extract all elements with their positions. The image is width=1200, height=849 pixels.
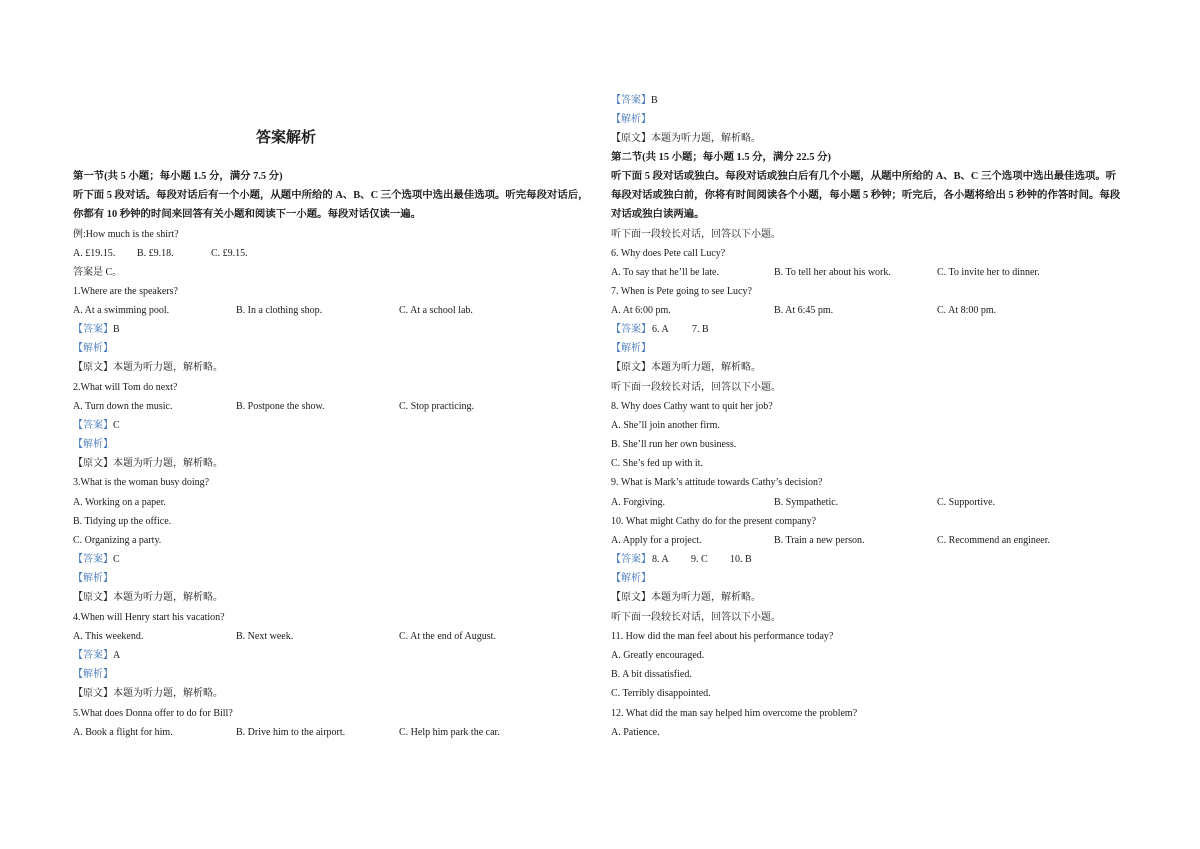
answer-value: B xyxy=(113,324,120,335)
q6-option-b: B. To tell her about his work. xyxy=(774,267,891,278)
question-1-options xyxy=(73,304,593,317)
section-1-heading: 第一节(共 5 小题；每小题 1.5 分，满分 7.5 分) xyxy=(73,171,283,182)
q1-option-a: A. At a swimming pool. xyxy=(73,305,170,316)
q7-option-c: C. At 8:00 pm. xyxy=(937,305,997,316)
question-4: 4.When will Henry start his vacation? xyxy=(73,612,225,623)
q8-option-a: A. She’ll join another firm. xyxy=(611,420,720,431)
answer-label: 【答案】 xyxy=(73,554,113,565)
question-7-options xyxy=(611,304,1131,317)
question-10: 10. What might Cathy do for the present company? xyxy=(611,516,817,527)
q8-10-answer xyxy=(611,553,911,566)
q6-option-a: A. To say that he’ll be late. xyxy=(611,267,719,278)
q11-option-b: B. A bit dissatisfied. xyxy=(611,669,692,680)
q4-option-b: B. Next week. xyxy=(236,631,294,642)
question-3: 3.What is the woman busy doing? xyxy=(73,477,210,488)
answer-label: 【答案】 xyxy=(611,554,651,565)
answer-value-9: 9. C xyxy=(691,554,708,565)
q3-option-a: A. Working on a paper. xyxy=(73,497,166,508)
question-2: 2.What will Tom do next? xyxy=(73,382,178,393)
q6-7-analysis: 【解析】 xyxy=(611,343,651,354)
q11-option-c: C. Terribly disappointed. xyxy=(611,688,711,699)
q5-option-b: B. Drive him to the airport. xyxy=(236,727,346,738)
q8-10-analysis: 【解析】 xyxy=(611,573,651,584)
question-8: 8. Why does Cathy want to quit her job? xyxy=(611,401,773,412)
q2-original: 【原文】本题为听力题，解析略。 xyxy=(73,458,223,469)
listen-instruction-3: 听下面一段较长对话，回答以下小题。 xyxy=(611,612,781,623)
question-6: 6. Why does Pete call Lucy? xyxy=(611,248,726,259)
question-10-options xyxy=(611,534,1131,547)
answer-value-8: 8. A xyxy=(652,554,669,565)
q2-option-c: C. Stop practicing. xyxy=(399,401,474,412)
question-5-options xyxy=(73,726,593,739)
answer-label: 【答案】 xyxy=(73,324,113,335)
q5-analysis: 【解析】 xyxy=(611,114,651,125)
q5-option-c: C. Help him park the car. xyxy=(399,727,500,738)
q4-answer xyxy=(73,649,120,662)
q2-option-a: A. Turn down the music. xyxy=(73,401,173,412)
q9-option-c: C. Supportive. xyxy=(937,497,996,508)
listen-instruction-1: 听下面一段较长对话，回答以下小题。 xyxy=(611,229,781,240)
question-5: 5.What does Donna offer to do for Bill? xyxy=(73,708,233,719)
example-answer: 答案是 C。 xyxy=(73,267,123,278)
answer-value-7: 7. B xyxy=(692,324,709,335)
question-1: 1.Where are the speakers? xyxy=(73,286,178,297)
question-11: 11. How did the man feel about his performance today? xyxy=(611,631,834,642)
q7-option-b: B. At 6:45 pm. xyxy=(774,305,834,316)
example-option-b: B. £9.18. xyxy=(137,248,174,259)
answer-label: 【答案】 xyxy=(73,420,113,431)
q1-option-b: B. In a clothing shop. xyxy=(236,305,323,316)
q7-option-a: A. At 6:00 pm. xyxy=(611,305,671,316)
q3-original: 【原文】本题为听力题，解析略。 xyxy=(73,592,223,603)
q8-10-original: 【原文】本题为听力题，解析略。 xyxy=(611,592,761,603)
q4-option-c: C. At the end of August. xyxy=(399,631,496,642)
section-1-intro-line-1: 听下面 5 段对话。每段对话后有一个小题，从题中所给的 A、B、C 三个选项中选出最佳选项。听完每段对话后， xyxy=(73,190,589,201)
q3-answer xyxy=(73,553,120,566)
q1-answer xyxy=(73,323,120,336)
q8-option-c: C. She’s fed up with it. xyxy=(611,458,703,469)
answer-value-6: 6. A xyxy=(652,324,669,335)
question-6-options xyxy=(611,266,1131,279)
q3-analysis: 【解析】 xyxy=(73,573,113,584)
q5-option-a: A. Book a flight for him. xyxy=(73,727,173,738)
q6-7-answer xyxy=(611,323,911,336)
q4-option-a: A. This weekend. xyxy=(73,631,144,642)
q1-option-c: C. At a school lab. xyxy=(399,305,473,316)
q6-option-c: C. To invite her to dinner. xyxy=(937,267,1040,278)
question-9: 9. What is Mark’s attitude towards Cathy’s decision? xyxy=(611,477,823,488)
section-2-intro-line-2: 每段对话或独白前，你将有时间阅读各个小题，每小题 5 秒钟；听完后，各小题将给出 5 秒钟的作答时间。每段 xyxy=(611,190,1121,201)
section-2-heading: 第二节(共 15 小题；每小题 1.5 分，满分 22.5 分) xyxy=(611,152,831,163)
q2-answer xyxy=(73,419,120,432)
question-12: 12. What did the man say helped him overcome the problem? xyxy=(611,708,858,719)
q4-analysis: 【解析】 xyxy=(73,669,113,680)
q5-original: 【原文】本题为听力题，解析略。 xyxy=(611,133,761,144)
q2-analysis: 【解析】 xyxy=(73,439,113,450)
q2-option-b: B. Postpone the show. xyxy=(236,401,325,412)
q3-option-c: C. Organizing a party. xyxy=(73,535,162,546)
question-9-options xyxy=(611,496,1131,509)
q8-option-b: B. She’ll run her own business. xyxy=(611,439,737,450)
q10-option-c: C. Recommend an engineer. xyxy=(937,535,1051,546)
q5-answer xyxy=(611,94,658,107)
q10-option-b: B. Train a new person. xyxy=(774,535,865,546)
q10-option-a: A. Apply for a project. xyxy=(611,535,702,546)
q1-analysis: 【解析】 xyxy=(73,343,113,354)
q9-option-b: B. Sympathetic. xyxy=(774,497,839,508)
question-4-options xyxy=(73,630,593,643)
answer-label: 【答案】 xyxy=(611,324,651,335)
example-option-a: A. £19.15. xyxy=(73,248,116,259)
question-2-options xyxy=(73,400,593,413)
question-7: 7. When is Pete going to see Lucy? xyxy=(611,286,752,297)
page-title: 答案解析 xyxy=(255,130,316,146)
q9-option-a: A. Forgiving. xyxy=(611,497,665,508)
q11-option-a: A. Greatly encouraged. xyxy=(611,650,705,661)
q4-original: 【原文】本题为听力题，解析略。 xyxy=(73,688,223,699)
answer-value-10: 10. B xyxy=(730,554,752,565)
example-option-c: C. £9.15. xyxy=(211,248,248,259)
answer-value: C xyxy=(113,554,120,565)
section-1-intro-line-2: 你都有 10 秒钟的时间来回答有关小题和阅读下一小题。每段对话仅读一遍。 xyxy=(73,209,422,220)
answer-value: C xyxy=(113,420,120,431)
section-2-intro-line-1: 听下面 5 段对话或独白。每段对话或独白后有几个小题，从题中所给的 A、B、C 三个选项中选出最佳选项。听 xyxy=(611,171,1117,182)
q12-option-a: A. Patience. xyxy=(611,727,660,738)
answer-label: 【答案】 xyxy=(73,650,113,661)
answer-label: 【答案】 xyxy=(611,95,651,106)
answer-value: A xyxy=(113,650,121,661)
answer-value: B xyxy=(651,95,658,106)
q3-option-b: B. Tidying up the office. xyxy=(73,516,172,527)
listen-instruction-2: 听下面一段较长对话，回答以下小题。 xyxy=(611,382,781,393)
section-2-intro-line-3: 对话或独白读两遍。 xyxy=(611,209,705,220)
q1-original: 【原文】本题为听力题，解析略。 xyxy=(73,362,223,373)
q6-7-original: 【原文】本题为听力题，解析略。 xyxy=(611,362,761,373)
example-question: 例:How much is the shirt? xyxy=(73,229,179,240)
